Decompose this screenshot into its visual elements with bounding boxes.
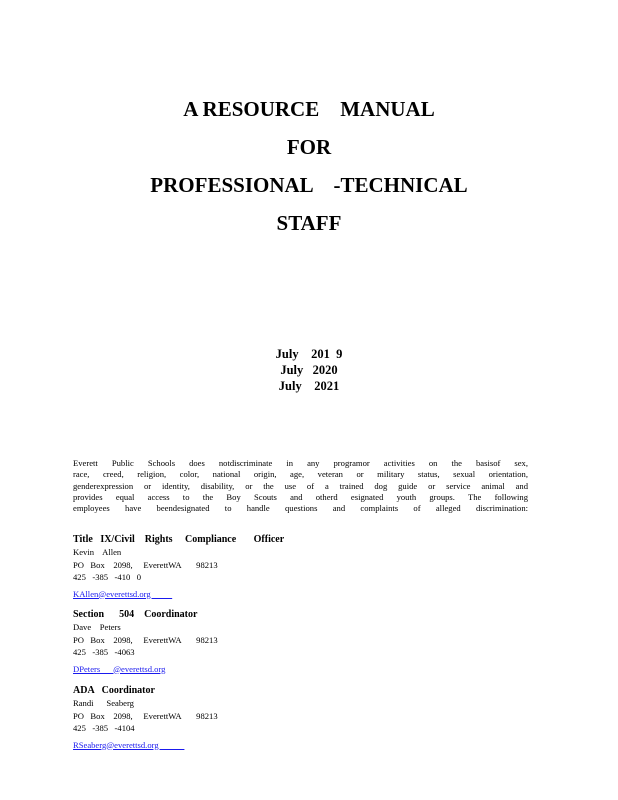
contact-ada-coordinator: [73, 684, 373, 753]
nondiscrimination-notice: [73, 458, 528, 514]
contact-heading: ADA Coordinator: [73, 685, 155, 696]
contact-address: PO Box 2098, EverettWA 98213: [73, 559, 218, 570]
contact-email-link[interactable]: KAllen@everettsd.org: [73, 588, 173, 599]
date-line-2: July 2020: [280, 363, 338, 377]
contact-title-ix-officer: [73, 533, 373, 602]
contact-address: PO Box 2098, EverettWA 98213: [73, 710, 218, 721]
contact-name: Dave Peters: [73, 622, 121, 632]
contact-name: Randi Seaberg: [73, 698, 134, 708]
notice-line-5: employees have beendesignated to handle questions and complaints of alleged discrimination:: [73, 503, 528, 514]
contact-email-link[interactable]: DPeters @everettsd.org: [73, 663, 166, 674]
title-line-2: FOR: [286, 135, 332, 159]
notice-line-1: Everett Public Schools does notdiscriminate in any programor activities on the basisof sex,: [73, 458, 528, 468]
document-title: [0, 90, 618, 242]
contact-email-link[interactable]: RSeaberg@everettsd.org: [73, 739, 185, 750]
contact-heading: Title IX/Civil Rights Compliance Officer: [73, 534, 285, 545]
contact-phone: 425 -385 -4063: [73, 647, 135, 657]
date-line-1: July 201 9: [275, 347, 343, 361]
date-line-3: July 2021: [278, 379, 340, 393]
contact-phone: 425 -385 -410 0: [73, 572, 142, 582]
revision-dates: [0, 346, 618, 394]
contact-heading: Section 504 Coordinator: [73, 609, 198, 620]
title-line-4: STAFF: [276, 211, 342, 235]
contact-name: Kevin Allen: [73, 547, 122, 557]
notice-line-3: genderexpression or identity, disability, or the use of a trained dog guide or service animal and: [73, 480, 528, 491]
title-line-3: PROFESSIONAL -TECHNICAL: [150, 173, 468, 197]
notice-line-2: race, creed, religion, color, national origin, age, veteran or military status, sexual orientation,: [73, 469, 528, 480]
contact-phone: 425 -385 -4104: [73, 723, 135, 733]
contact-section-504-coordinator: [73, 608, 373, 677]
contact-address: PO Box 2098, EverettWA 98213: [73, 634, 218, 645]
title-line-1: A RESOURCE MANUAL: [183, 97, 435, 121]
notice-line-4: provides equal access to the Boy Scouts and otherd esignated youth groups. The following: [73, 491, 528, 502]
